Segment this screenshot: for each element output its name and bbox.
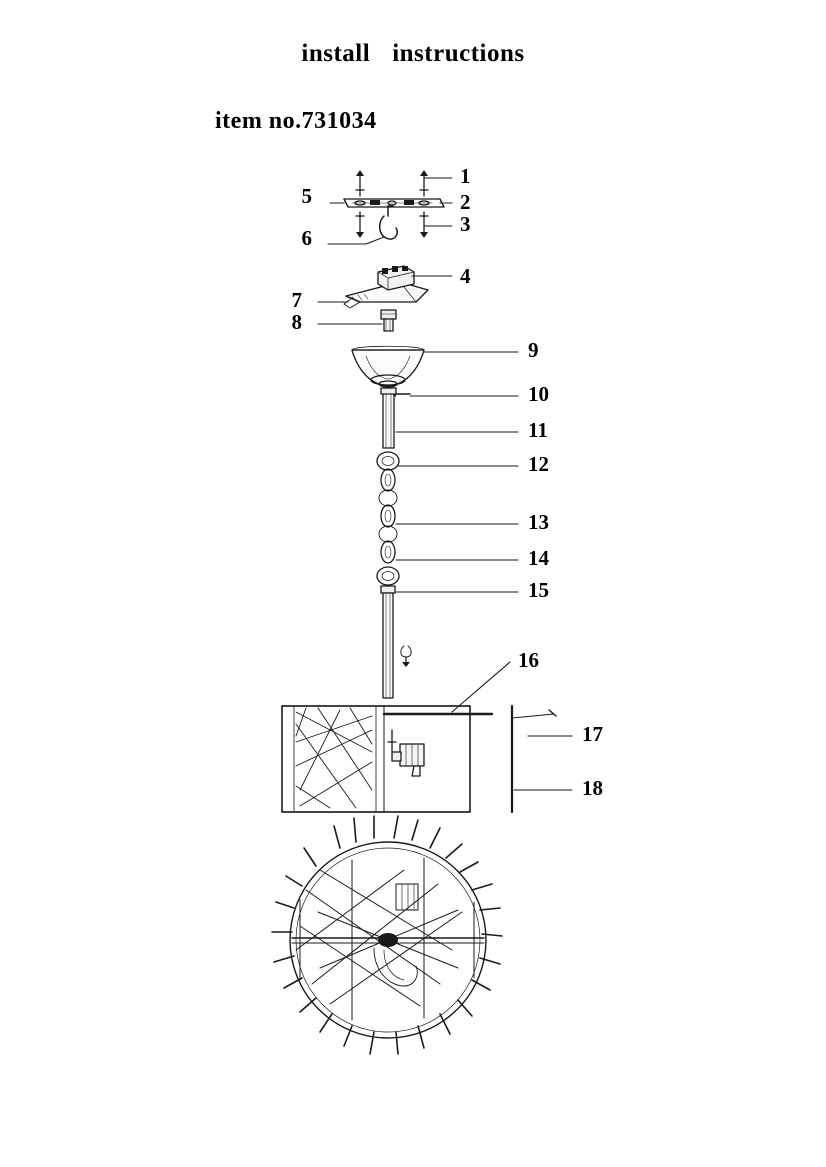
part-terminal-block-assembly — [344, 266, 428, 308]
part-sphere-shade — [272, 816, 502, 1054]
part-screw-upper-left — [356, 170, 364, 196]
callout-13: 13 — [528, 510, 549, 534]
callout-6: 6 — [301, 226, 312, 250]
callout-1: 1 — [460, 164, 471, 188]
callout-2: 2 — [460, 190, 471, 214]
part-screw-lower-right — [420, 212, 428, 238]
part-mounting-bar — [344, 199, 444, 207]
part-ceiling-hook — [380, 206, 398, 239]
item-number-label: item no.731034 — [215, 108, 377, 134]
part-lower-rod — [381, 586, 395, 698]
callout-11: 11 — [528, 418, 548, 442]
part-canopy — [352, 346, 424, 387]
part-chain — [377, 452, 399, 585]
callout-10: 10 — [528, 382, 549, 406]
part-wire-loop-detail — [401, 646, 411, 667]
callout-15: 15 — [528, 578, 549, 602]
part-side-bracket — [512, 706, 556, 812]
callout-8: 8 — [291, 310, 302, 334]
callout-9: 9 — [528, 338, 539, 362]
callout-5: 5 — [301, 184, 312, 208]
callout-17: 17 — [582, 722, 603, 746]
callout-7: 7 — [291, 288, 302, 312]
callout-18: 18 — [582, 776, 603, 800]
callout-4: 4 — [460, 264, 471, 288]
part-upper-rod — [381, 388, 396, 448]
part-screw-lower-left — [356, 212, 364, 238]
page-title-word-1: install — [301, 40, 371, 67]
part-screw-upper-right — [420, 170, 428, 196]
callout-12: 12 — [528, 452, 549, 476]
callout-16: 16 — [518, 648, 539, 672]
callout-3: 3 — [460, 212, 471, 236]
callout-14: 14 — [528, 546, 549, 570]
part-drum-shade — [282, 706, 492, 812]
callout-leader-lines — [318, 178, 572, 790]
part-threaded-collar — [381, 310, 396, 331]
page-title-word-2: instructions — [392, 40, 525, 67]
